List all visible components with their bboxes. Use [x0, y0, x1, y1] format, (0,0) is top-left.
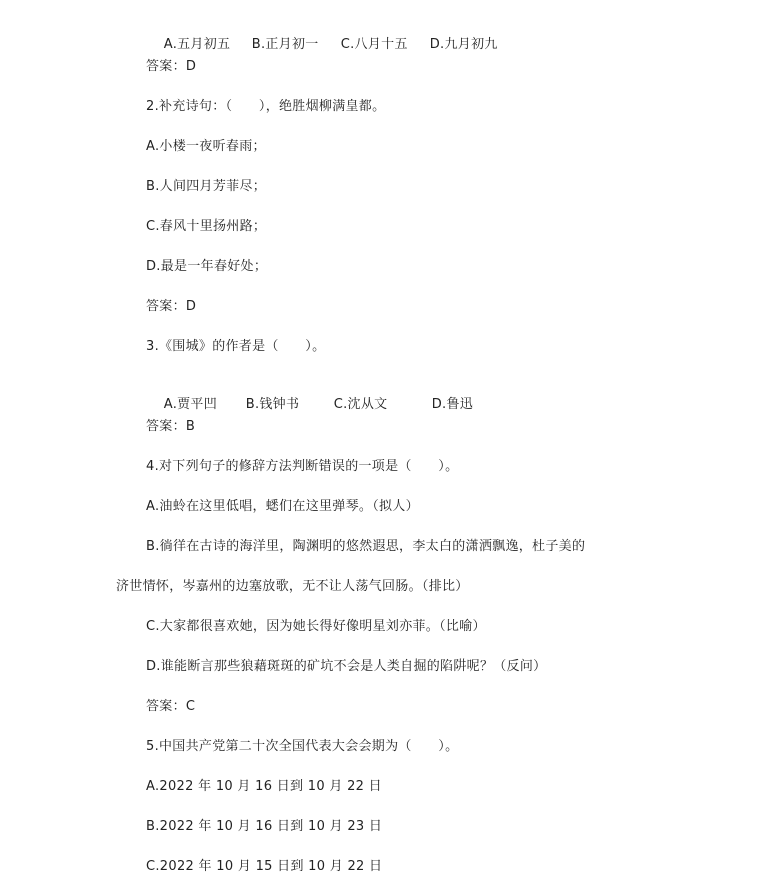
option-d: D.九月初九 [429, 37, 498, 52]
q5-option-b: B.2022 年 10 月 16 日到 10 月 23 日 [146, 819, 383, 834]
option-b: B.正月初一 [251, 37, 319, 52]
q4-option-a: A.油蛉在这里低唱，蟋们在这里弹琴。（拟人） [146, 499, 419, 514]
option-a: A.五月初五 [163, 37, 231, 52]
q1-answer: 答案：D [146, 59, 197, 74]
q5-question: 5.中国共产党第二十次全国代表大会会期为（ ）。 [146, 739, 459, 754]
q1-options [146, 18, 498, 72]
q2-option-b: B.人间四月芳菲尽； [146, 179, 267, 194]
option-b: B.钱钟书 [245, 397, 300, 412]
q5-option-a: A.2022 年 10 月 16 日到 10 月 22 日 [146, 779, 382, 794]
q4-answer: 答案：C [146, 699, 196, 714]
q2-option-a: A.小楼一夜听春雨； [146, 139, 266, 154]
q2-answer: 答案：D [146, 299, 197, 314]
option-a: A.贾平凹 [163, 397, 218, 412]
option-c: C.八月十五 [340, 37, 408, 52]
q5-option-c: C.2022 年 10 月 15 日到 10 月 22 日 [146, 859, 383, 874]
option-d: D.鲁迅 [431, 397, 474, 412]
q2-option-d: D.最是一年春好处； [146, 259, 268, 274]
q2-question: 2.补充诗句：（ ），绝胜烟柳满皇都。 [146, 99, 386, 114]
q4-option-c: C.大家都很喜欢她，因为她长得好像明星刘亦菲。（比喻） [146, 619, 486, 634]
q4-option-b-continued: 济世情怀，岑嘉州的边塞放歌，无不让人荡气回肠。（排比） [116, 579, 469, 594]
q3-answer: 答案：B [146, 419, 196, 434]
q4-question: 4.对下列句子的修辞方法判断错误的一项是（ ）。 [146, 459, 459, 474]
q2-option-c: C.春风十里扬州路； [146, 219, 267, 234]
q4-option-b: B.徜徉在古诗的海洋里，陶渊明的悠然遐思，李太白的潇洒飘逸，杜子美的 [146, 539, 586, 554]
option-c: C.沈从文 [333, 397, 388, 412]
q3-question: 3.《围城》的作者是（ ）。 [146, 339, 326, 354]
q4-option-d: D.谁能断言那些狼藉斑斑的矿坑不会是人类自掘的陷阱呢？（反问） [146, 659, 547, 674]
